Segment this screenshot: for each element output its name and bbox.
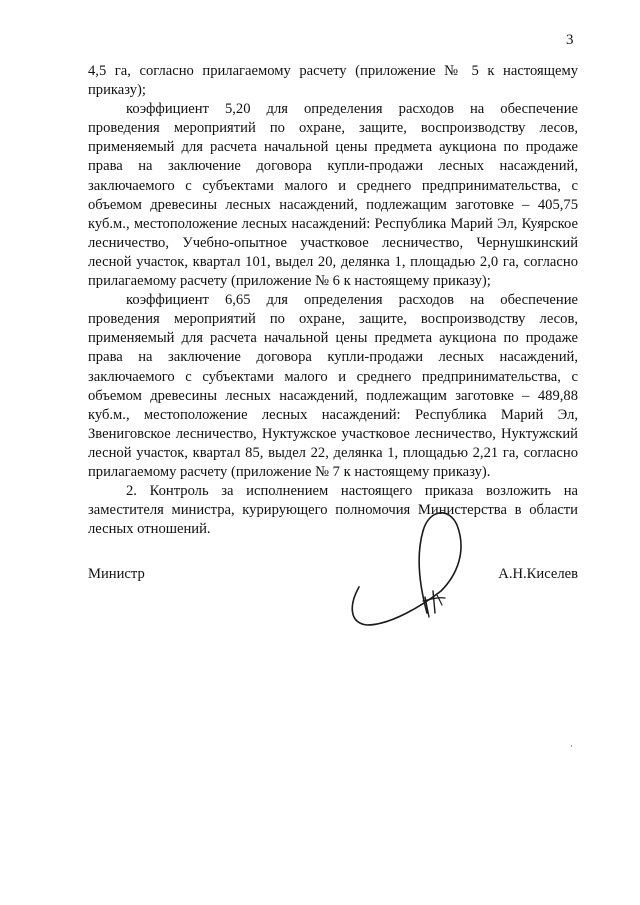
paragraph-coefficient-6-65: коэффициент 6,65 для определения расходов на обеспечение проведения мероприятий по охране, защите, воспроизводству лесов, применяемый для расчета начальной цены предмета аукциона по продаже права на заключение договора купли-продажи лесных насаждений, заключаемого с субъектами малого и среднего предпринимательства, с объемом древесины лесных насаждений, подлежащим заготовке – 489,88 куб.м., местоположение лесных насаждений: Республика Марий Эл, Звениговское лесничество, Нуктужское участковое лесничество, Нуктужский лесной участок, квартал 85, выдел 22, делянка 1, площадью 2,21 га, согласно прилагаемому расчету (приложение № 7 к настоящему приказу).: [88, 292, 578, 480]
signature-block: [88, 566, 578, 586]
document-body: [88, 62, 578, 539]
paragraph-coefficient-5-20: коэффициент 5,20 для определения расходов на обеспечение проведения мероприятий по охране, защите, воспроизводству лесов, применяемый для расчета начальной цены предмета аукциона по продаже права на заключение договора купли-продажи лесных насаждений, заключаемого с субъектами малого и среднего предпринимательства, с объемом древесины лесных насаждений, подлежащим заготовке – 405,75 куб.м., местоположение лесных насаждений: Республика Марий Эл, Куярское лесничество, Учебно-опытное участковое лесничество, Чернушкинский лесной участок, квартал 101, выдел 20, делянка 1, площадью 2,0 га, согласно прилагаемому расчету (приложение № 6 к настоящему приказу);: [88, 101, 578, 290]
scan-speck: [571, 745, 572, 747]
signer-title: Министр: [88, 566, 145, 582]
paragraph-continuation: 4,5 га, согласно прилагаемому расчету (приложение № 5 к настоящему приказу);: [88, 63, 578, 99]
handwritten-signature: [345, 505, 485, 635]
page-number: 3: [566, 32, 574, 48]
paragraph-control-clause: 2. Контроль за исполнением настоящего приказа возложить на заместителя министра, курирующего полномочия Министерства в области лесных отношений.: [88, 483, 578, 538]
signer-name: А.Н.Киселев: [498, 566, 578, 582]
